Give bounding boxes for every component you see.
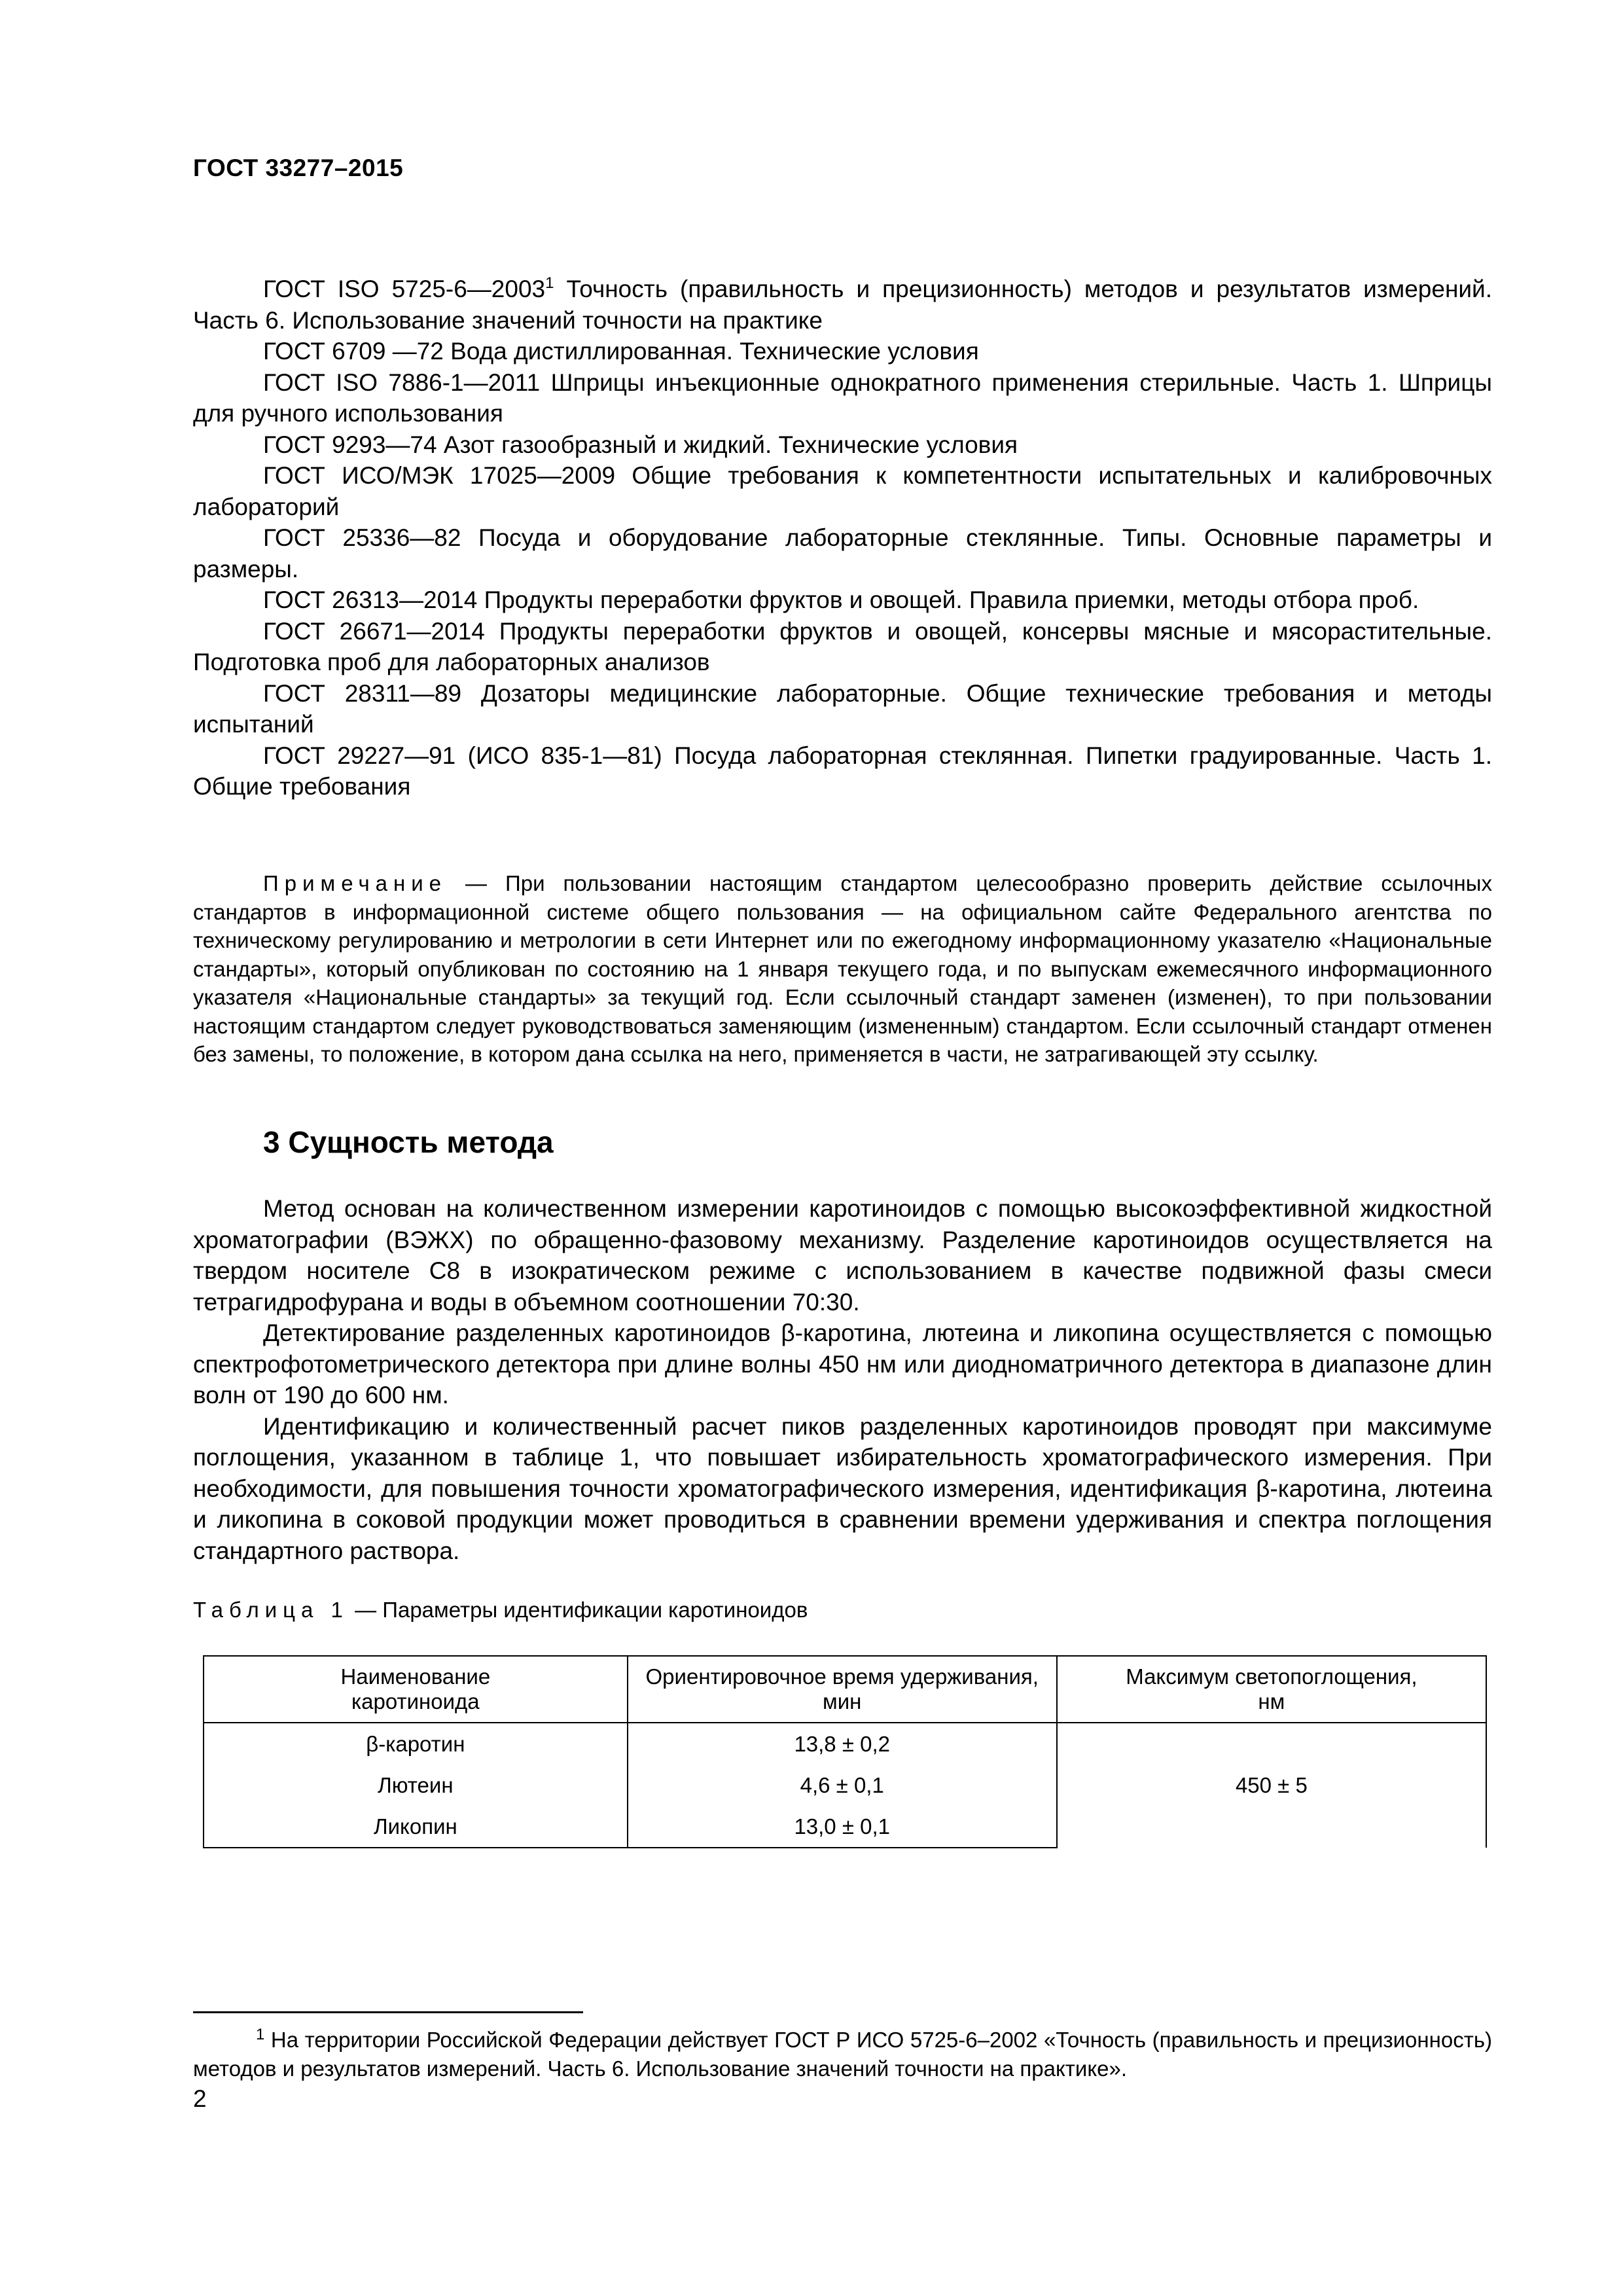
footnote-mark: 1 <box>545 274 554 292</box>
table-header-cell: Наименование каротиноида <box>204 1656 628 1723</box>
reference-item: ГОСТ 26313—2014 Продукты переработки фруктов и овощей. Правила приемки, методы отбора проб. <box>263 586 1419 613</box>
retention-time-cell: 4,6 ± 0,1 <box>628 1765 1057 1806</box>
reference-item: ГОСТ 29227—91 (ИСО 835-1—81) Посуда лабораторная стеклянная. Пипетки градуированные. Часть 1. Общие требования <box>193 742 1492 800</box>
table-caption <box>193 1598 808 1623</box>
section-paragraph: Метод основан на количественном измерении каротиноидов с помощью высокоэффективной жидкостной хроматографии (ВЭЖХ) по обращенно-фазовому механизму. Разделение каротиноидов осуществляется на твердом носителе С8 в изократическом режиме с использованием в качестве подвижной фазы смеси тетрагидрофурана и воды в объемном соотношении 70:30. <box>193 1195 1492 1316</box>
footnote-divider <box>193 2011 583 2013</box>
note-block <box>193 869 1492 1069</box>
note-label: Примечание <box>263 871 448 895</box>
reference-item: ГОСТ 6709 —72 Вода дистиллированная. Технические условия <box>263 338 979 365</box>
reference-item: ГОСТ 28311—89 Дозаторы медицинские лабораторные. Общие технические требования и методы испытаний <box>193 679 1492 738</box>
max-absorption-cell: 450 ± 5 <box>1057 1723 1486 1848</box>
carotenoid-table <box>203 1655 1487 1848</box>
table-row <box>204 1723 1486 1765</box>
note-text: — При пользовании настоящим стандартом целесообразно проверить действие ссылочных стандартов в информационной системе общего пользования — на официальном сайте Федерального агентства по техническому регулированию и метрологии в сети Интернет или по ежегодному информационному указателю «Национальные стандарты», который опубликован по состоянию на 1 января текущего года, и по выпускам ежемесячного информационного указателя «Национальные стандарты» за текущий год. Если ссылочный стандарт заменен (изменен), то при пользовании настоящим стандартом следует руководствоваться заменяющим (измененным) стандартом. Если ссылочный стандарт отменен без замены, то положение, в котором дана ссылка на него, применяется в части, не затрагивающей эту ссылку. <box>193 871 1492 1066</box>
retention-time-cell: 13,0 ± 0,1 <box>628 1806 1057 1848</box>
section-body <box>193 1193 1492 1566</box>
reference-item: ГОСТ ISO 5725-6—2003$^1$ Точность (правильность и прецизионность) методов и результатов измерений. Часть 6. Использование значений точности на практике <box>193 274 1492 334</box>
table-caption-label: Таблица 1 <box>193 1598 349 1622</box>
document-header: ГОСТ 33277–2015 <box>193 154 404 181</box>
reference-item: ГОСТ 26671—2014 Продукты переработки фруктов и овощей, консервы мясные и мясорастительные. Подготовка проб для лабораторных анализов <box>193 617 1492 675</box>
retention-time-cell: 13,8 ± 0,2 <box>628 1723 1057 1765</box>
section-paragraph: Детектирование разделенных каротиноидов β-каротина, лютеина и ликопина осуществляется с помощью спектрофотометрического детектора при длине волны 450 нм или диодноматричного детектора в диапазоне длин волн от 190 до 600 нм. <box>193 1319 1492 1408</box>
normative-references <box>193 274 1492 802</box>
footnote <box>193 2026 1492 2083</box>
carotenoid-name-cell: β-каротин <box>204 1723 628 1765</box>
page-number: 2 <box>193 2085 207 2112</box>
section-paragraph: Идентификацию и количественный расчет пиков разделенных каротиноидов проводят при максимуме поглощения, указанном в таблице 1, что повышает избирательность хроматографического измерения. При необходимости, для повышения точности хроматографического измерения, идентификация β-каротина, лютеина и ликопина в соковой продукции может проводиться в сравнении времени удерживания и спектра поглощения стандартного раствора. <box>193 1412 1492 1564</box>
table-caption-text: — Параметры идентификации каротиноидов <box>348 1598 808 1622</box>
table-header-cell: Ориентировочное время удерживания, мин <box>628 1656 1057 1723</box>
reference-item: ГОСТ ISO 7886-1—2011 Шприцы инъекционные однократного применения стерильные. Часть 1. Шприцы для ручного использования <box>193 368 1492 427</box>
footnote-mark: 1 <box>256 2026 265 2043</box>
carotenoid-name-cell: Ликопин <box>204 1806 628 1848</box>
reference-item: ГОСТ 25336—82 Посуда и оборудование лабораторные стеклянные. Типы. Основные параметры и размеры. <box>193 524 1492 583</box>
carotenoid-name-cell: Лютеин <box>204 1765 628 1806</box>
table-header-cell: Максимум светопоглощения, нм <box>1057 1656 1486 1723</box>
footnote-text: На территории Российской Федерации действует ГОСТ Р ИСО 5725-6–2002 «Точность (правильность и прецизионность) методов и результатов измерений. Часть 6. Использование значений точности на практике». <box>193 2028 1492 2081</box>
reference-item: ГОСТ 9293—74 Азот газообразный и жидкий. Технические условия <box>263 431 1018 458</box>
reference-item: ГОСТ ИСО/МЭК 17025—2009 Общие требования к компетентности испытательных и калибровочных лабораторий <box>193 462 1492 520</box>
section-title: 3 Сущность метода <box>263 1125 554 1159</box>
